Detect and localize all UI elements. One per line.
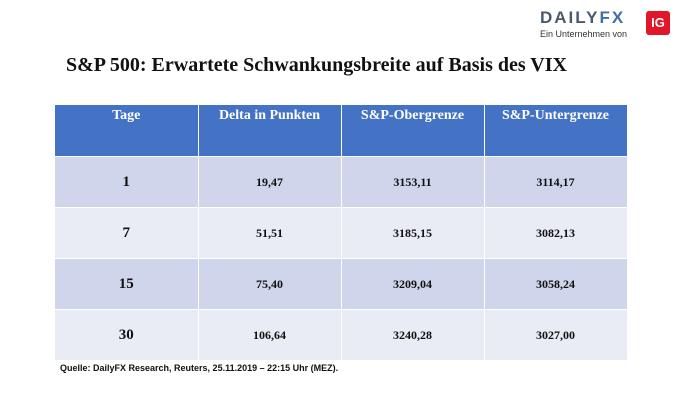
table-row <box>55 310 627 361</box>
cell-tage: 7 <box>55 208 198 259</box>
header-delta: Delta in Punkten <box>198 105 341 157</box>
ig-badge: IG <box>646 11 670 35</box>
cell-obergrenze: 3240,28 <box>341 310 484 361</box>
table-header-row <box>55 105 627 157</box>
cell-tage: 1 <box>55 157 198 208</box>
cell-delta: 75,40 <box>198 259 341 310</box>
source-note: Quelle: DailyFX Research, Reuters, 25.11.2019 – 22:15 Uhr (MEZ). <box>60 363 339 373</box>
header-tage: Tage <box>55 105 198 157</box>
logo-wordmark: DAILYFX <box>540 8 626 27</box>
cell-untergrenze: 3114,17 <box>484 157 627 208</box>
cell-obergrenze: 3185,15 <box>341 208 484 259</box>
table-row <box>55 208 627 259</box>
dailyfx-logo <box>540 8 670 42</box>
cell-delta: 19,47 <box>198 157 341 208</box>
cell-untergrenze: 3058,24 <box>484 259 627 310</box>
volatility-table <box>55 105 628 361</box>
table-row <box>55 259 627 310</box>
page-title: S&P 500: Erwartete Schwankungsbreite auf Basis des VIX <box>66 54 567 76</box>
cell-tage: 30 <box>55 310 198 361</box>
cell-delta: 51,51 <box>198 208 341 259</box>
cell-untergrenze: 3082,13 <box>484 208 627 259</box>
cell-untergrenze: 3027,00 <box>484 310 627 361</box>
table-row <box>55 157 627 208</box>
cell-delta: 106,64 <box>198 310 341 361</box>
header-untergrenze: S&P-Untergrenze <box>484 105 627 157</box>
cell-tage: 15 <box>55 259 198 310</box>
logo-subtitle: Ein Unternehmen von <box>540 29 628 39</box>
cell-obergrenze: 3209,04 <box>341 259 484 310</box>
cell-obergrenze: 3153,11 <box>341 157 484 208</box>
header-obergrenze: S&P-Obergrenze <box>341 105 484 157</box>
